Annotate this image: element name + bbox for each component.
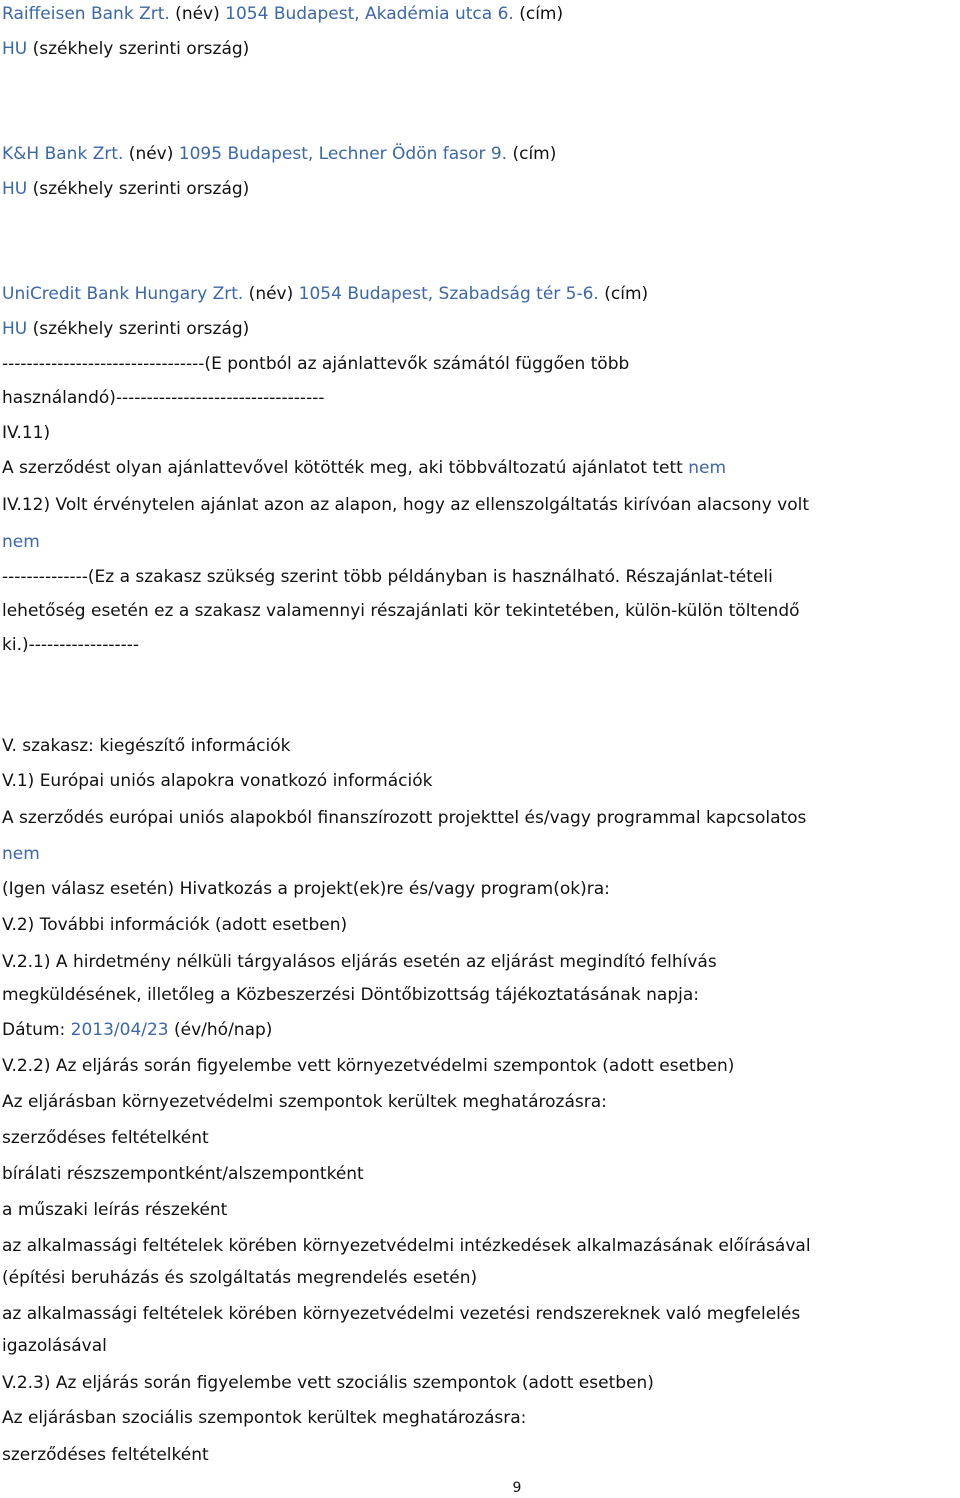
v21-line-2: megküldésének, illetőleg a Közbeszerzési Döntőbizottság tájékoztatásának napja: <box>2 985 699 1005</box>
bank-1-name: Raiffeisen Bank Zrt. <box>2 4 170 24</box>
separator-2-line-1: --------------(Ez a szakasz szükség szerint több példányban is használható. Részajánlat-tételi <box>2 567 773 587</box>
bank-2-address: 1095 Budapest, Lechner Ödön fasor 9. <box>178 144 508 164</box>
bank-2-country: HU <box>2 179 28 199</box>
date-label: Dátum: <box>2 1020 71 1040</box>
bank-3-address-tag: (cím) <box>598 284 649 304</box>
v22-item: a műszaki leírás részeként <box>2 1200 228 1220</box>
bank-2-name: K&H Bank Zrt. <box>2 144 124 164</box>
v2-title: V.2) További információk (adott esetben) <box>2 915 348 935</box>
iv12-value: nem <box>2 532 40 552</box>
v1-value: nem <box>2 844 40 864</box>
bank-3-country: HU <box>2 319 28 339</box>
iv11-value: nem <box>688 458 727 478</box>
v21-line-1: V.2.1) A hirdetmény nélküli tárgyalásos eljárás esetén az eljárást megindító felhívás <box>2 952 717 972</box>
v23-intro: Az eljárásban szociális szempontok kerültek meghatározásra: <box>2 1408 527 1428</box>
v1-reference: (Igen válasz esetén) Hivatkozás a projekt(ek)re és/vagy program(ok)ra: <box>2 879 610 899</box>
bank-1-country: HU <box>2 39 28 59</box>
v22-item: az alkalmassági feltételek körében környezetvédelmi intézkedések alkalmazásának előírásával <box>2 1236 811 1256</box>
v1-text: A szerződés európai uniós alapokból finanszírozott projekttel és/vagy programmal kapcsolatos <box>2 808 807 828</box>
iv11-heading: IV.11) <box>2 423 51 443</box>
iv11-line <box>2 456 726 480</box>
bank-2-name-tag: (név) <box>123 144 179 164</box>
iv11-text: A szerződést olyan ajánlattevővel kötötték meg, aki többváltozatú ajánlatot tett <box>2 458 689 478</box>
bank-3-country-tag: (székhely szerinti ország) <box>27 319 250 339</box>
separator-1-line-1: ---------------------------------(E pontból az ajánlattevők számától függően több <box>2 354 630 374</box>
v22-item: bírálati részszempontként/alszempontként <box>2 1164 364 1184</box>
bank-3-country-line <box>2 317 249 341</box>
bank-1-name-tag: (név) <box>169 4 226 24</box>
bank-3-name: UniCredit Bank Hungary Zrt. <box>2 284 244 304</box>
v22-item: az alkalmassági feltételek körében környezetvédelmi vezetési rendszereknek való megfelelés <box>2 1304 801 1324</box>
bank-2-country-tag: (székhely szerinti ország) <box>27 179 250 199</box>
date-format: (év/hó/nap) <box>168 1020 273 1040</box>
bank-1-address-tag: (cím) <box>513 4 564 24</box>
v22-title: V.2.2) Az eljárás során figyelembe vett környezetvédelmi szempontok (adott esetben) <box>2 1056 735 1076</box>
bank-1-address: 1054 Budapest, Akadémia utca 6. <box>225 4 514 24</box>
v22-intro: Az eljárásban környezetvédelmi szempontok kerültek meghatározásra: <box>2 1092 607 1112</box>
bank-2-address-tag: (cím) <box>507 144 557 164</box>
date-line <box>2 1018 272 1042</box>
v22-item: igazolásával <box>2 1336 107 1356</box>
separator-1-line-2: használandó)---------------------------------- <box>2 388 325 408</box>
v22-item: (építési beruházás és szolgáltatás megrendelés esetén) <box>2 1268 478 1288</box>
v23-title: V.2.3) Az eljárás során figyelembe vett szociális szempontok (adott esetben) <box>2 1373 654 1393</box>
separator-2-line-3: ki.)------------------ <box>2 635 140 655</box>
bank-2-country-line <box>2 177 249 201</box>
v1-title: V.1) Európai uniós alapokra vonatkozó információk <box>2 771 433 791</box>
iv12-text: IV.12) Volt érvénytelen ajánlat azon az alapon, hogy az ellenszolgáltatás kirívóan alacsony volt <box>2 495 810 515</box>
bank-3-name-tag: (név) <box>243 284 299 304</box>
bank-1-country-tag: (székhely szerinti ország) <box>27 39 250 59</box>
section-v-title: V. szakasz: kiegészítő információk <box>2 736 291 756</box>
page-number: 9 <box>512 1480 522 1496</box>
bank-3-address: 1054 Budapest, Szabadság tér 5-6. <box>298 284 599 304</box>
date-value: 2013/04/23 <box>70 1020 169 1040</box>
bank-2-name-line <box>2 142 556 166</box>
v22-item: szerződéses feltételként <box>2 1128 209 1148</box>
bank-3-name-line <box>2 282 648 306</box>
bank-1-country-line <box>2 37 249 61</box>
separator-2-line-2: lehetőség esetén ez a szakasz valamennyi részajánlati kör tekintetében, külön-külön töltendő <box>2 601 800 621</box>
bank-1-name-line <box>2 2 563 26</box>
v23-item: szerződéses feltételként <box>2 1445 209 1465</box>
